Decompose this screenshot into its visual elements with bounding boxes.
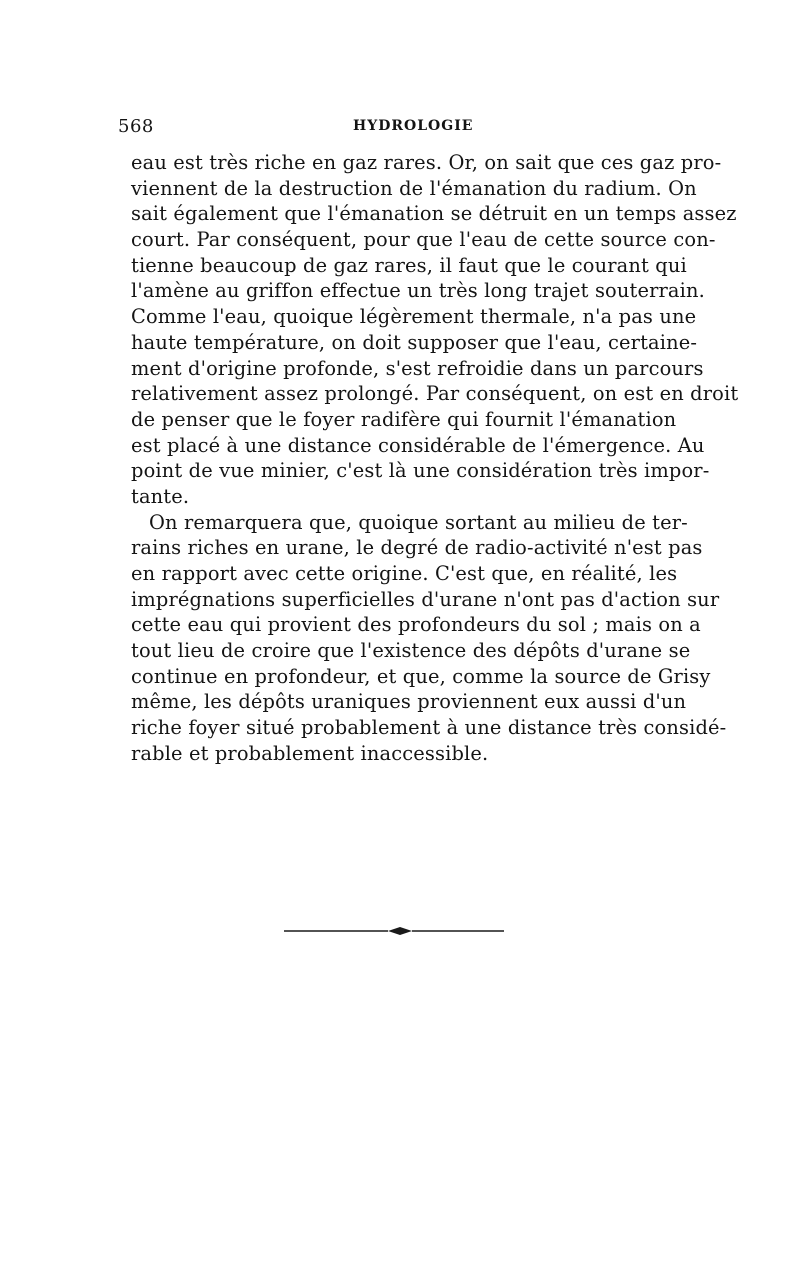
text-line: eau est très riche en gaz rares. Or, on sait que ces gaz pro- xyxy=(131,151,722,174)
text-line: tout lieu de croire que l'existence des dépôts d'urane se xyxy=(131,639,691,663)
paragraph-1 xyxy=(131,150,739,510)
text-line: continue en profondeur, et que, comme la source de Grisy xyxy=(131,664,711,688)
text-line: l'amène au griffon effectue un très long trajet souterrain. xyxy=(131,279,705,303)
text-line: riche foyer situé probablement à une distance très considé- xyxy=(131,716,727,740)
text-line: On remarquera que, quoique sortant au milieu de ter- xyxy=(149,510,688,534)
text-line: imprégnations superficielles d'urane n'ont pas d'action sur xyxy=(131,587,720,611)
text-line: cette eau qui provient des profondeurs du sol ; mais on a xyxy=(131,613,701,637)
running-head xyxy=(118,116,678,140)
text-line: sait également que l'émanation se détruit en un temps assez xyxy=(131,202,737,226)
text-line: Comme l'eau, quoique légèrement thermale, n'a pas une xyxy=(131,305,697,329)
text-line: même, les dépôts uraniques proviennent eux aussi d'un xyxy=(131,690,687,714)
text-line: tante. xyxy=(131,484,190,508)
text-line: rains riches en urane, le degré de radio-activité n'est pas xyxy=(131,536,703,560)
text-line: tienne beaucoup de gaz rares, il faut que le courant qui xyxy=(131,253,687,277)
running-title: HYDROLOGIE xyxy=(353,118,474,134)
text-line: ment d'origine profonde, s'est refroidie dans un parcours xyxy=(131,356,704,380)
end-ornament-divider xyxy=(282,921,506,941)
text-line: rable et probablement inaccessible. xyxy=(131,741,489,765)
text-line: de penser que le foyer radifère qui fournit l'émanation xyxy=(131,407,677,431)
page-number: 568 xyxy=(118,116,154,137)
text-line: viennent de la destruction de l'émanation du radium. On xyxy=(131,176,697,200)
paragraph-2 xyxy=(131,510,727,767)
text-line: en rapport avec cette origine. C'est que, en réalité, les xyxy=(131,562,678,585)
text-line: est placé à une distance considérable de l'émergence. Au xyxy=(131,433,705,457)
text-line: haute température, on doit supposer que l'eau, certaine- xyxy=(131,330,698,354)
text-line: point de vue minier, c'est là une considération très impor- xyxy=(131,459,710,483)
text-line: court. Par conséquent, pour que l'eau de cette source con- xyxy=(131,228,716,252)
body-text xyxy=(131,150,739,767)
text-line: relativement assez prolongé. Par conséquent, on est en droit xyxy=(131,382,739,406)
